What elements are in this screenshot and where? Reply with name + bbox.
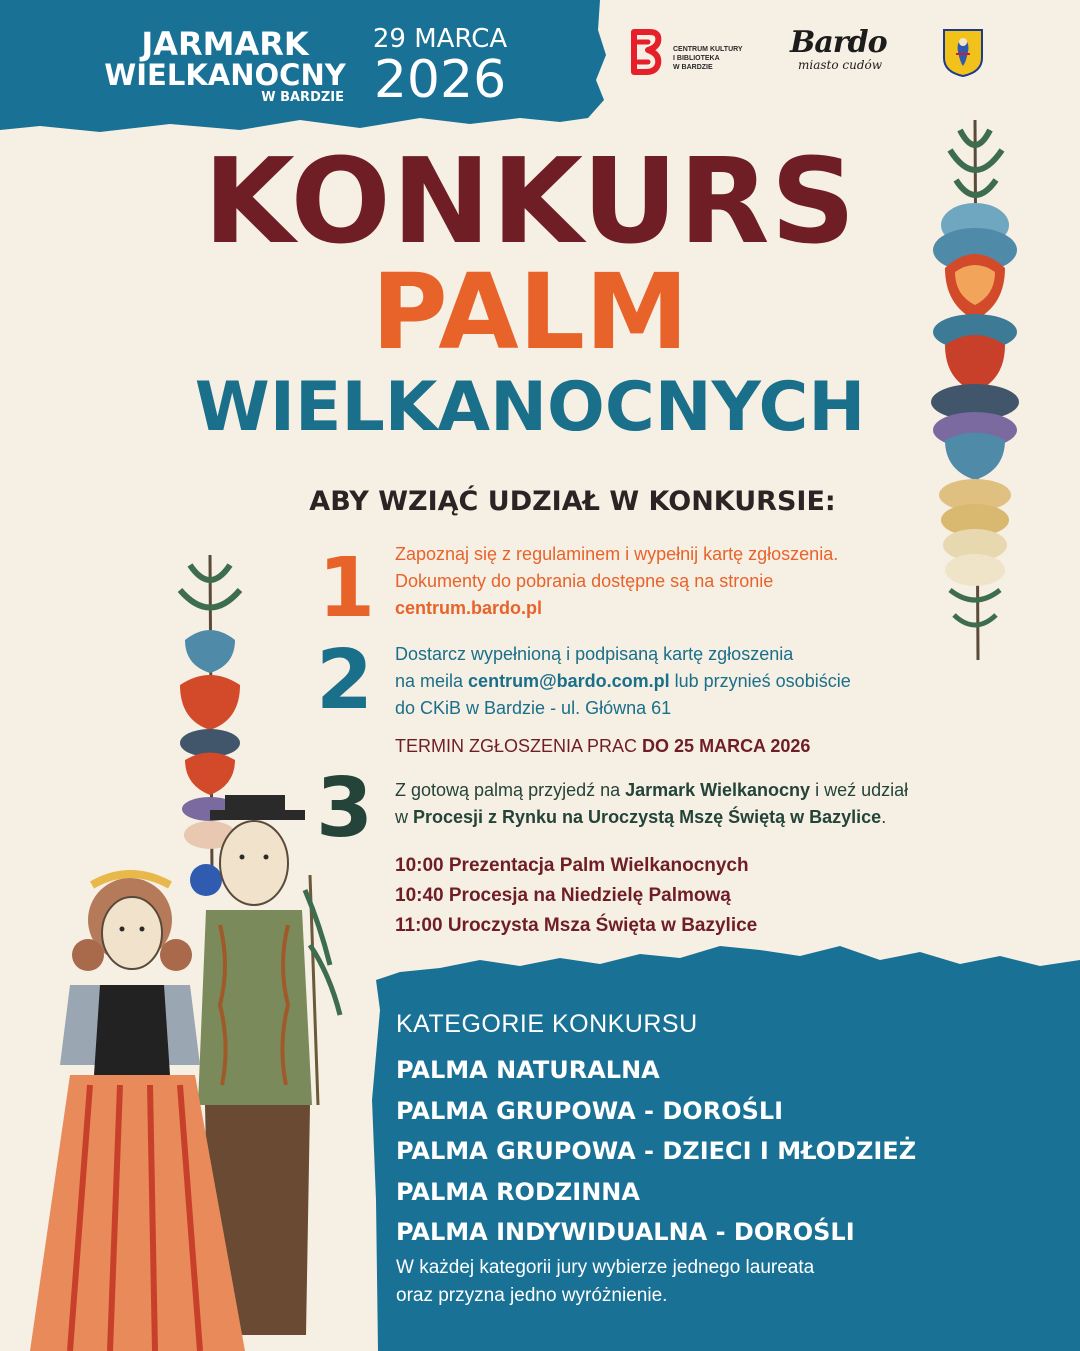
schedule-item: 10:00 Prezentacja Palm Wielkanocnych (395, 855, 749, 876)
schedule-item: 10:40 Procesja na Niedzielę Palmową (395, 885, 731, 906)
event-schedule (395, 851, 895, 941)
ckib-logo-icon (628, 28, 664, 76)
category-item: PALMA RODZINNA (396, 1177, 640, 1206)
jury-note (396, 1254, 956, 1310)
event-date-day: 29 MARCA (372, 24, 508, 54)
ckib-logo-text-line: I BIBLIOTEKA (673, 55, 720, 62)
event-name-line3: W BARDZIE (261, 90, 344, 105)
submission-deadline (395, 736, 810, 757)
step-3-text (395, 777, 1015, 831)
step-1-line: Dokumenty do pobrania dostępne są na stronie (395, 571, 774, 591)
jury-note-line: W każdej kategorii jury wybierze jednego laureata (396, 1257, 815, 1278)
category-item: PALMA NATURALNA (396, 1056, 660, 1084)
title-line3: WIELKANOCNYCH (194, 368, 866, 447)
participation-heading: ABY WZIĄĆ UDZIAŁ W KONKURSIE: (309, 486, 836, 517)
event-name-line1: JARMARK (141, 25, 309, 63)
easter-palm-illustration (920, 120, 1030, 665)
step-2-line: do CKiB w Bardzie - ul. Główna 61 (395, 698, 672, 718)
event-name-line2: WIELKANOCNY (104, 58, 346, 92)
step-3-number: 3 (316, 761, 374, 856)
bardo-logo-name: Bardo (790, 25, 887, 60)
step-1-number: 1 (318, 541, 376, 636)
step-2-line: Dostarcz wypełnioną i podpisaną kartę zgłoszenia (395, 644, 794, 664)
folk-couple-illustration (30, 541, 376, 1351)
deadline-label: TERMIN ZGŁOSZENIA PRAC (395, 736, 643, 756)
step-2-number: 2 (316, 633, 374, 728)
step-3-line: w Procesji z Rynku na Uroczystą Mszę Świętą w Bazylice. (395, 807, 887, 827)
jury-note-line: oraz przyzna jedno wyróżnienie. (396, 1285, 668, 1306)
title-line1: KONKURS (203, 132, 857, 270)
deadline-date: DO 25 MARCA 2026 (642, 736, 811, 756)
schedule-item: 11:00 Uroczysta Msza Święta w Bazylice (395, 915, 758, 936)
ckib-logo (628, 28, 768, 78)
category-item: PALMA INDYWIDUALNA - DOROŚLI (396, 1218, 855, 1246)
ckib-logo-text-line: W BARDZIE (673, 64, 713, 71)
event-date-year: 2026 (373, 50, 507, 110)
website-link[interactable]: centrum.bardo.pl (395, 598, 543, 618)
step-3-line: Z gotową palmą przyjedź na Jarmark Wielkanocny i weź udział (395, 780, 909, 800)
ckib-logo-text-line: CENTRUM KULTURY (673, 46, 743, 53)
email-link[interactable]: centrum@bardo.com.pl (468, 671, 670, 691)
title-line2: PALM (371, 251, 689, 373)
step-1-line: Zapoznaj się z regulaminem i wypełnij kartę zgłoszenia. (395, 544, 839, 564)
bardo-logo (790, 25, 910, 80)
category-item: PALMA GRUPOWA - DOROŚLI (396, 1096, 784, 1125)
step-2-line: na meila centrum@bardo.com.pl lub przynieś osobiście (395, 671, 851, 691)
coat-of-arms-icon (942, 28, 984, 78)
category-item: PALMA GRUPOWA - DZIECI I MŁODZIEŻ (396, 1137, 917, 1165)
event-name (100, 25, 350, 105)
event-date (365, 24, 515, 110)
categories-list (396, 1050, 1036, 1253)
bardo-logo-tagline: miasto cudów (798, 58, 883, 72)
ckib-logo-text (673, 45, 773, 72)
categories-heading: KATEGORIE KONKURSU (396, 1010, 698, 1038)
